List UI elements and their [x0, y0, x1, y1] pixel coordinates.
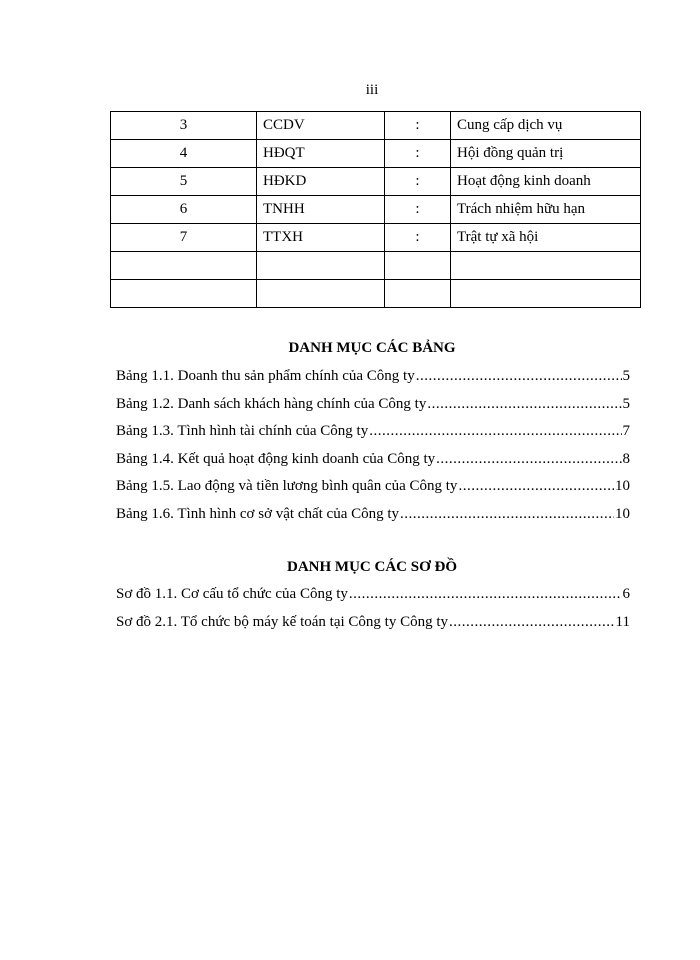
toc-entry-label: Sơ đồ 2.1. Tổ chức bộ máy kế toán tại Công ty Công ty — [116, 613, 449, 630]
separator — [385, 252, 451, 280]
row-number: 7 — [111, 224, 257, 252]
diagrams-toc-list — [116, 586, 630, 641]
dot-leader — [349, 586, 622, 603]
diagrams-section-title: DANH MỤC CÁC SƠ ĐỒ — [287, 559, 457, 575]
toc-entry[interactable] — [116, 506, 630, 534]
separator: : — [385, 196, 451, 224]
dot-leader — [458, 478, 614, 495]
dot-leader — [427, 396, 621, 413]
row-number: 4 — [111, 140, 257, 168]
toc-entry-label: Bảng 1.3. Tình hình tài chính của Công ty — [116, 423, 369, 439]
toc-entry[interactable] — [116, 478, 630, 506]
row-number: 6 — [111, 196, 257, 224]
separator: : — [385, 140, 451, 168]
meaning — [451, 252, 641, 280]
toc-entry-page: 7 — [622, 423, 630, 439]
toc-entry[interactable] — [116, 586, 630, 614]
toc-entry-page: 11 — [615, 613, 630, 630]
toc-entry-page: 5 — [622, 395, 630, 412]
toc-entry-label: Bảng 1.2. Danh sách khách hàng chính của Công ty — [116, 395, 427, 412]
abbreviation: TNHH — [257, 196, 385, 224]
page-number: iii — [365, 82, 379, 98]
meaning: Cung cấp dịch vụ — [451, 112, 641, 140]
toc-entry-label: Bảng 1.6. Tình hình cơ sở vật chất của Công ty — [116, 505, 400, 522]
meaning: Hội đồng quản trị — [451, 140, 641, 168]
toc-entry-label: Sơ đồ 1.1. Cơ cấu tổ chức của Công ty — [116, 586, 348, 602]
table-row-empty — [111, 280, 641, 308]
meaning: Hoạt động kinh doanh — [451, 168, 641, 196]
table-row — [111, 196, 641, 224]
dot-leader — [436, 451, 621, 468]
row-number — [111, 280, 257, 308]
toc-entry[interactable] — [116, 368, 630, 396]
toc-entry[interactable] — [116, 396, 630, 424]
row-number: 3 — [111, 112, 257, 140]
separator: : — [385, 224, 451, 252]
table-row — [111, 168, 641, 196]
row-number: 5 — [111, 168, 257, 196]
abbreviation: TTXH — [257, 224, 385, 252]
table-row — [111, 112, 641, 140]
tables-section-title: DANH MỤC CÁC BẢNG — [288, 340, 456, 356]
toc-entry-page: 10 — [615, 478, 630, 494]
table-row — [111, 224, 641, 252]
toc-entry-page: 5 — [622, 368, 630, 384]
meaning: Trật tự xã hội — [451, 224, 641, 252]
dot-leader — [416, 368, 622, 385]
dot-leader — [369, 423, 621, 440]
tables-toc-list — [116, 368, 630, 533]
abbreviation-table — [110, 111, 641, 308]
toc-entry-page: 8 — [622, 450, 630, 467]
dot-leader — [400, 506, 614, 523]
separator: : — [385, 168, 451, 196]
toc-entry-label: Bảng 1.1. Doanh thu sản phẩm chính của Công ty — [116, 368, 415, 384]
toc-entry-page: 6 — [622, 586, 630, 602]
meaning — [451, 280, 641, 308]
abbreviation: HĐKD — [257, 168, 385, 196]
row-number — [111, 252, 257, 280]
toc-entry[interactable] — [116, 451, 630, 479]
toc-entry[interactable] — [116, 614, 630, 642]
toc-entry-page: 10 — [615, 505, 630, 522]
separator: : — [385, 112, 451, 140]
toc-entry-label: Bảng 1.5. Lao động và tiền lương bình quân của Công ty — [116, 478, 458, 494]
meaning: Trách nhiệm hữu hạn — [451, 196, 641, 224]
abbreviation: HĐQT — [257, 140, 385, 168]
abbreviation: CCDV — [257, 112, 385, 140]
separator — [385, 280, 451, 308]
toc-entry-label: Bảng 1.4. Kết quả hoạt động kinh doanh của Công ty — [116, 450, 436, 467]
table-row-empty — [111, 252, 641, 280]
dot-leader — [449, 614, 615, 631]
abbreviation — [257, 280, 385, 308]
toc-entry[interactable] — [116, 423, 630, 451]
table-row — [111, 140, 641, 168]
abbreviation — [257, 252, 385, 280]
